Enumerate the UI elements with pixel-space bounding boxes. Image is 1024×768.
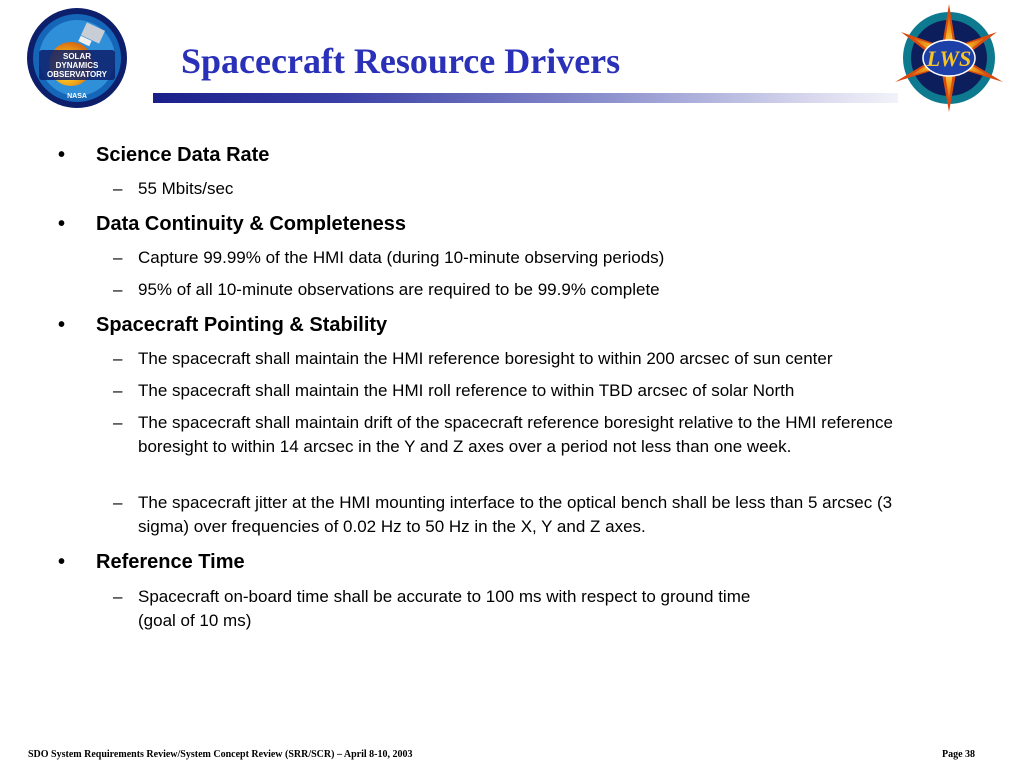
dash-marker: –	[113, 248, 123, 267]
lws-logo-text: LWS	[926, 46, 972, 71]
sdo-logo-text-3: OBSERVATORY	[46, 70, 108, 79]
sdo-logo-text-2: DYNAMICS	[55, 61, 99, 70]
dash-marker: –	[113, 349, 123, 368]
title-underline	[153, 93, 898, 103]
bullet-marker: •	[58, 144, 66, 166]
sub-item-text: (goal of 10 ms)	[138, 611, 252, 630]
dash-marker: –	[113, 381, 123, 400]
footer-review-info: SDO System Requirements Review/System Concept Review (SRR/SCR) – April 8-10, 2003	[28, 749, 413, 760]
page-title: Spacecraft Resource Drivers	[181, 41, 621, 81]
sub-item-text: 55 Mbits/sec	[138, 179, 234, 198]
sub-item-text: The spacecraft shall maintain the HMI roll reference to within TBD arcsec of solar North	[138, 381, 795, 400]
sdo-logo-text-1: SOLAR	[63, 52, 91, 61]
dash-marker: –	[113, 587, 123, 606]
bullet-label: Spacecraft Pointing & Stability	[96, 314, 388, 336]
bullet-marker: •	[58, 314, 66, 336]
bullet-label: Reference Time	[96, 551, 245, 573]
dash-marker: –	[113, 179, 123, 198]
sdo-logo-icon	[25, 6, 129, 110]
bullet-marker: •	[58, 213, 66, 235]
sub-item-text: Capture 99.99% of the HMI data (during 10-minute observing periods)	[138, 248, 665, 267]
sub-item-text: The spacecraft shall maintain the HMI reference boresight to within 200 arcsec of sun center	[138, 349, 833, 368]
dash-marker: –	[113, 280, 123, 299]
sub-item-text: The spacecraft jitter at the HMI mounting interface to the optical bench shall be less than 5 arcsec (3 sigma) over frequencies of 0.02 Hz to 50 Hz in the X, Y and Z axes.	[138, 493, 893, 536]
bullet-label: Data Continuity & Completeness	[96, 213, 407, 235]
bullet-marker: •	[58, 551, 66, 573]
footer-page-number: Page 38	[942, 749, 976, 760]
dash-marker: –	[113, 493, 123, 512]
lws-logo-icon	[893, 2, 1005, 114]
bullet-label: Science Data Rate	[96, 144, 270, 166]
sub-item-text: Spacecraft on-board time shall be accurate to 100 ms with respect to ground time	[138, 587, 751, 606]
sub-item-text: 95% of all 10-minute observations are required to be 99.9% complete	[138, 280, 660, 299]
dash-marker: –	[113, 413, 123, 432]
sdo-logo-text-4: NASA	[67, 93, 87, 100]
sub-item-text: The spacecraft shall maintain drift of the spacecraft reference boresight relative to the HMI reference boresight to within 14 arcsec in the Y and Z axes over a period not less than one week.	[138, 413, 893, 456]
